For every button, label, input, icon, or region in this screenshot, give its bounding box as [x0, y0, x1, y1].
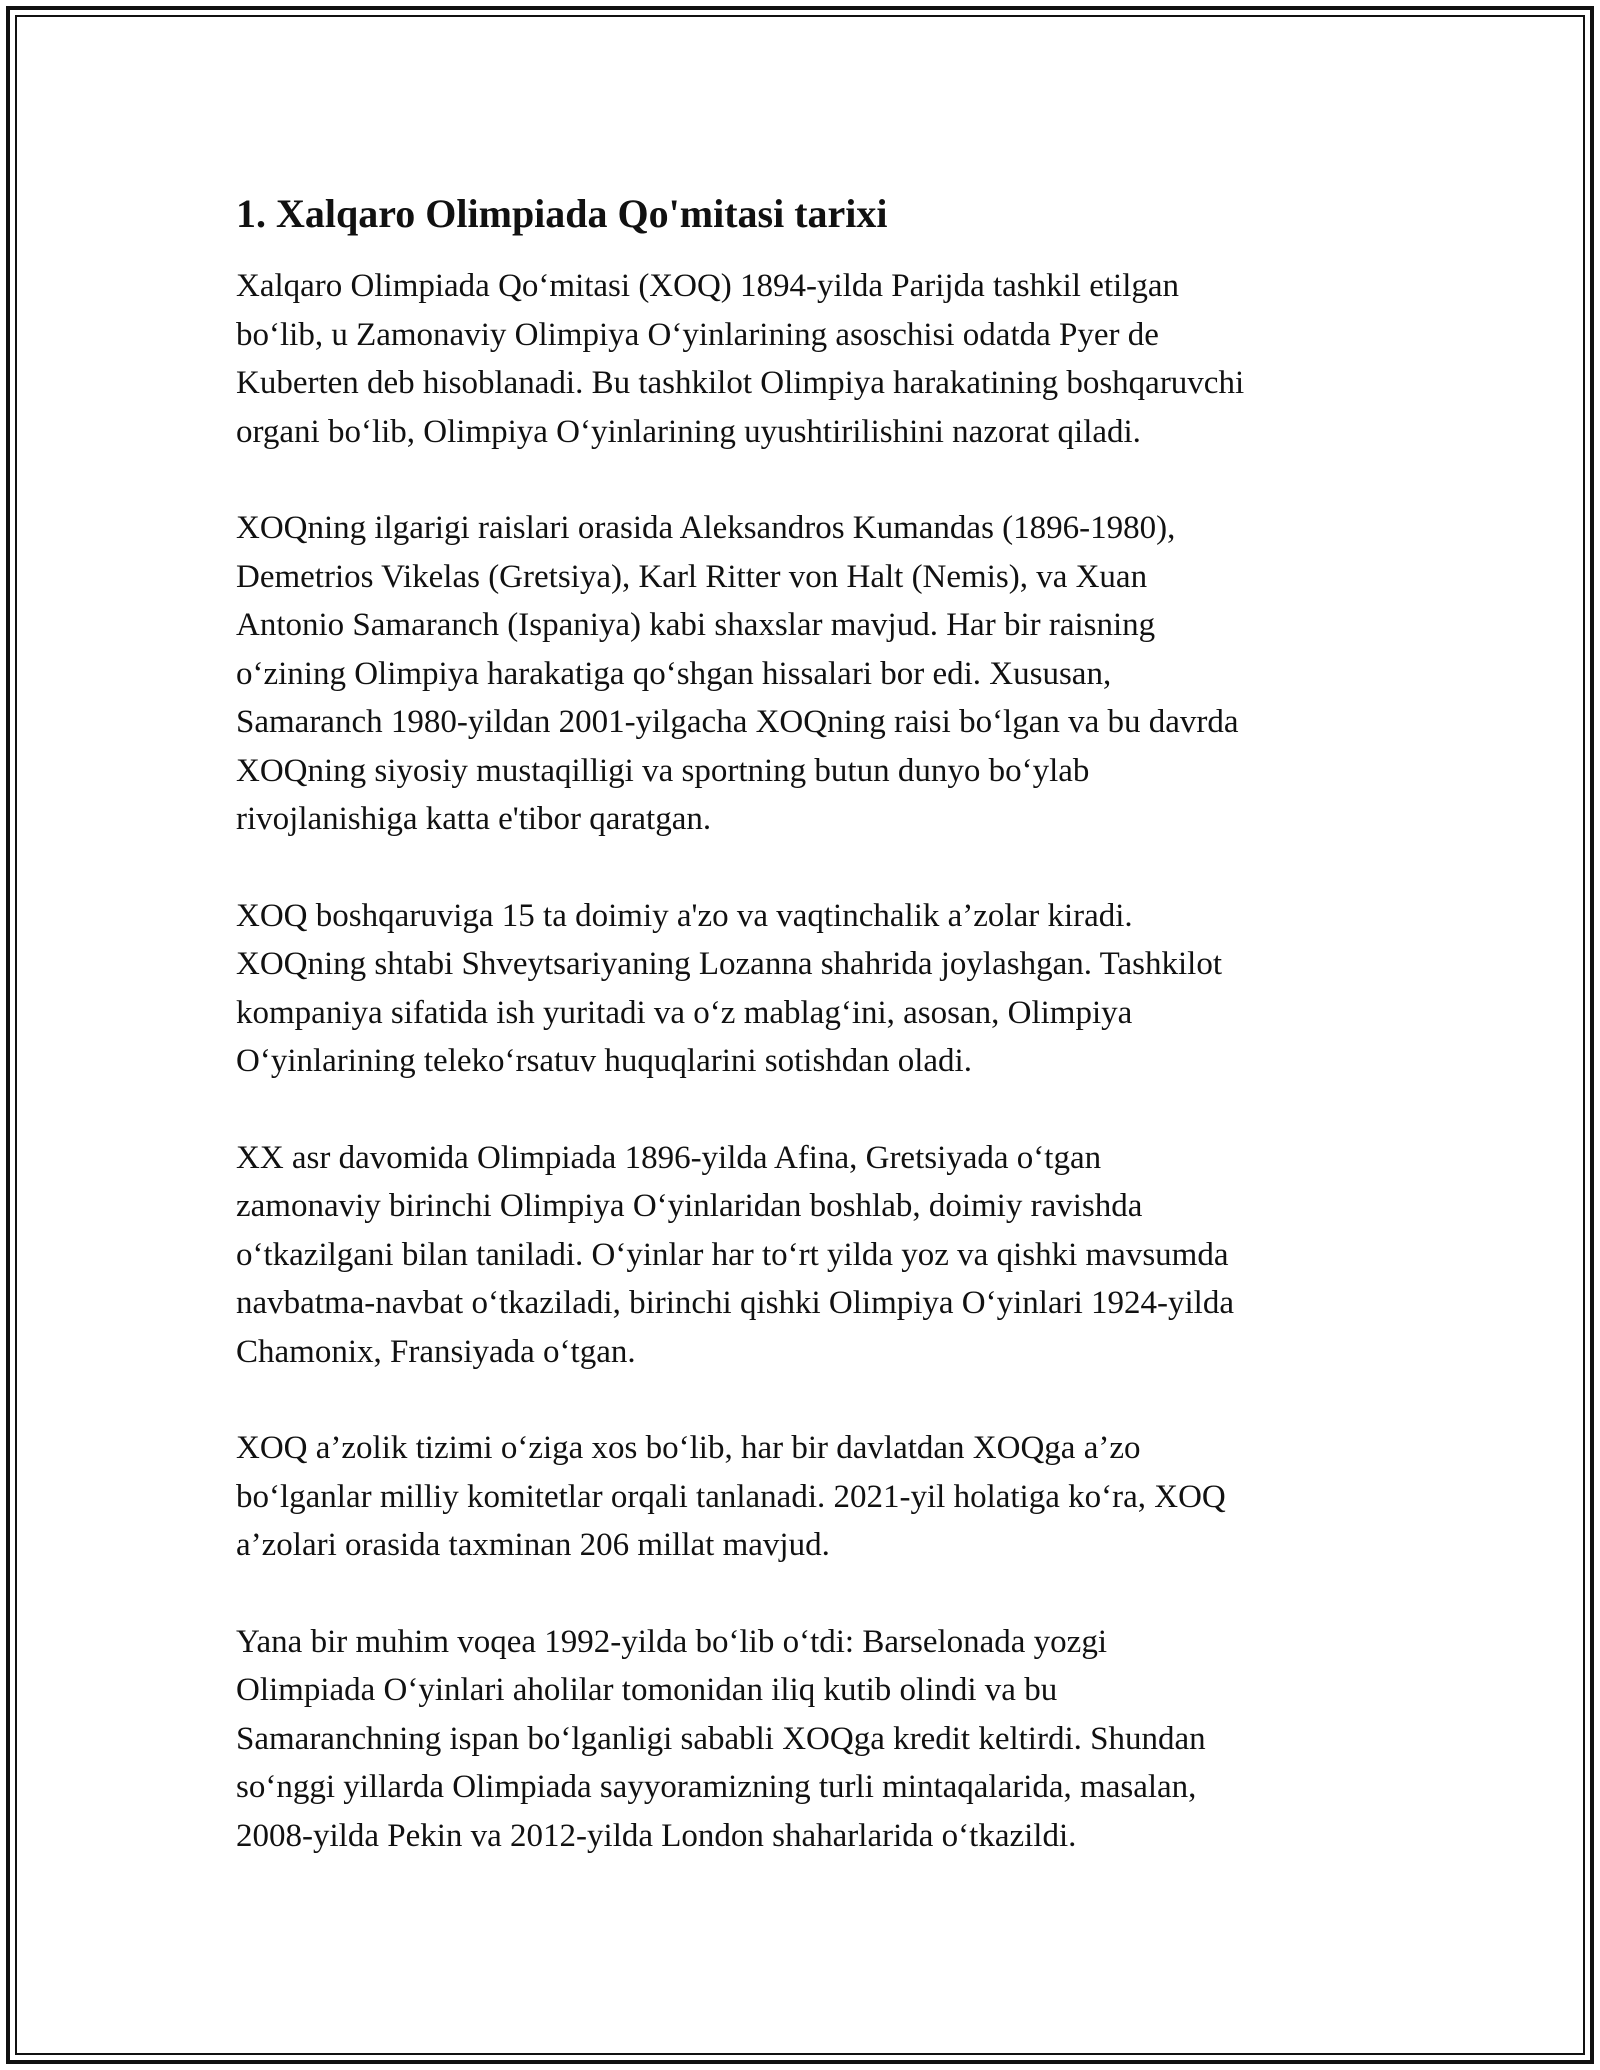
- paragraph-line: XOQning ilgarigi raislari orasida Aleksandros Kumandas (1896-1980),: [236, 510, 1176, 546]
- paragraph-line: navbatma-navbat oʻtkaziladi, birinchi qishki Olimpiya Oʻyinlari 1924-yilda: [236, 1285, 1234, 1321]
- paragraph-line: Samaranchning ispan boʻlganligi sababli XOQga kredit keltirdi. Shundan: [236, 1720, 1206, 1757]
- paragraph-line: 2008-yilda Pekin va 2012-yilda London shaharlarida oʻtkazildi.: [236, 1817, 1077, 1854]
- paragraph-recent-olympics: [236, 1618, 1366, 1861]
- paragraph-ioc-governance: [236, 892, 1366, 1086]
- paragraph-line: Yana bir muhim voqea 1992-yilda boʻlib oʻtdi: Barselonada yozgi: [236, 1623, 1107, 1660]
- paragraph-line: XOQ boshqaruviga 15 ta doimiy a'zo va vaqtinchalik a’zolar kiradi.: [236, 897, 1133, 934]
- paragraph-line: oʻzining Olimpiya harakatiga qoʻshgan hissalari bor edi. Xususan,: [236, 655, 1112, 692]
- paragraph-ioc-founding: [236, 262, 1366, 456]
- paragraph-line: XOQ a’zolik tizimi oʻziga xos boʻlib, har bir davlatdan XOQga a’zo: [236, 1430, 1141, 1466]
- paragraphs: [236, 262, 1366, 1860]
- paragraph-line: Kuberten deb hisoblanadi. Bu tashkilot Olimpiya harakatining boshqaruvchi: [236, 365, 1245, 401]
- paragraph-line: XOQning shtabi Shveytsariyaning Lozanna shahrida joylashgan. Tashkilot: [236, 946, 1222, 982]
- paragraph-line: Antonio Samaranch (Ispaniya) kabi shaxslar mavjud. Har bir raisning: [236, 607, 1156, 643]
- paragraph-line: XX asr davomida Olimpiada 1896-yilda Afina, Gretsiyada oʻtgan: [236, 1139, 1102, 1176]
- paragraph-line: Olimpiada Oʻyinlari aholilar tomonidan iliq kutib olindi va bu: [236, 1672, 1058, 1708]
- paragraph-line: Chamonix, Fransiyada oʻtgan.: [236, 1333, 636, 1370]
- paragraph-line: Xalqaro Olimpiada Qoʻmitasi (XOQ) 1894-yilda Parijda tashkil etilgan: [236, 268, 1180, 304]
- paragraph-line: rivojlanishiga katta e'tibor qaratgan.: [236, 801, 712, 837]
- paragraph-ioc-presidents: [236, 504, 1366, 844]
- paragraph-line: zamonaviy birinchi Olimpiya Oʻyinlaridan boshlab, doimiy ravishda: [236, 1188, 1143, 1224]
- paragraph-line: soʻnggi yillarda Olimpiada sayyoramizning turli mintaqalarida, masalan,: [236, 1769, 1197, 1805]
- paragraph-line: Samaranch 1980-yildan 2001-yilgacha XOQning raisi boʻlgan va bu davrda: [236, 704, 1239, 740]
- paragraph-line: XOQning siyosiy mustaqilligi va sportning butun dunyo boʻylab: [236, 752, 1090, 789]
- paragraph-line: a’zolari orasida taxminan 206 millat mavjud.: [236, 1527, 830, 1563]
- paragraph-membership: [236, 1424, 1366, 1570]
- paragraph-line: boʻlganlar milliy komitetlar orqali tanlanadi. 2021-yil holatiga koʻra, XOQ: [236, 1478, 1226, 1515]
- document-body: [236, 186, 1366, 1860]
- paragraph-olympic-history: [236, 1134, 1366, 1377]
- paragraph-line: organi boʻlib, Olimpiya Oʻyinlarining uyushtirilishini nazorat qiladi.: [236, 413, 1141, 450]
- paragraph-line: Demetrios Vikelas (Gretsiya), Karl Ritter von Halt (Nemis), va Xuan: [236, 558, 1148, 595]
- paragraph-line: oʻtkazilgani bilan taniladi. Oʻyinlar har toʻrt yilda yoz va qishki mavsumda: [236, 1236, 1229, 1273]
- paragraph-line: kompaniya sifatida ish yuritadi va oʻz mablagʻini, asosan, Olimpiya: [236, 994, 1133, 1031]
- paragraph-line: boʻlib, u Zamonaviy Olimpiya Oʻyinlarining asoschisi odatda Pyer de: [236, 316, 1159, 353]
- paragraph-line: Oʻyinlarining telekoʻrsatuv huquqlarini sotishdan oladi.: [236, 1043, 972, 1079]
- document-title: 1. Xalqaro Olimpiada Qo'mitasi tarixi: [236, 191, 888, 236]
